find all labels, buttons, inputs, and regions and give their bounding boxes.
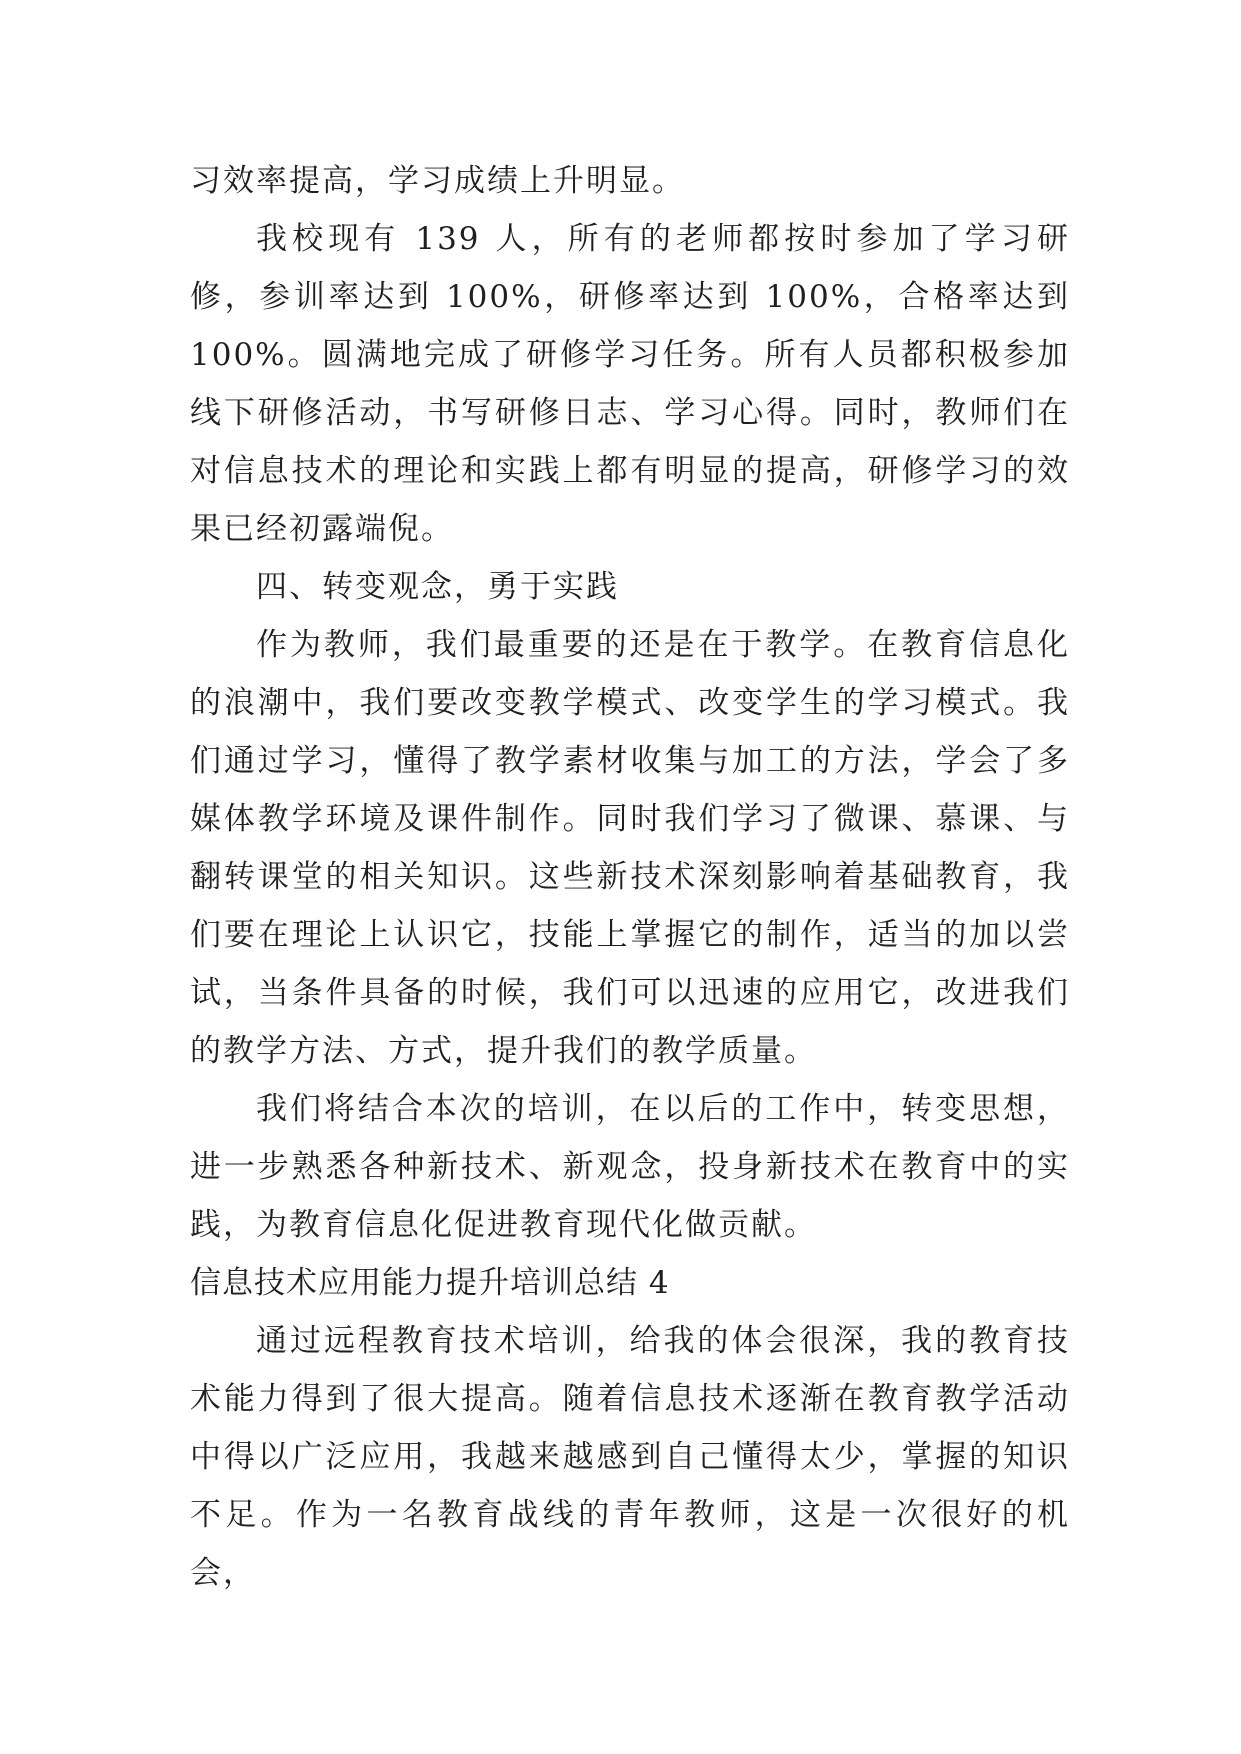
- paragraph-remote-training: 通过远程教育技术培训，给我的体会很深，我的教育技术能力得到了很大提高。随着信息技术逐渐在教育教学活动中得以广泛应用，我越来越感到自己懂得太少，掌握的知识不足。作为一名教育战线的青年教师，这是一次很好的机会，: [190, 1323, 1070, 1591]
- paragraph-participation: 我校现有 139 人，所有的老师都按时参加了学习研修，参训率达到 100%，研修率达到 100%，合格率达到 100%。圆满地完成了研修学习任务。所有人员都积极参加线下研修活动，书写研修日志、学习心得。同时，教师们在对信息技术的理论和实践上都有明显的提高，研修学习的效果已经初露端倪。: [190, 221, 1070, 547]
- paragraph-future-work: 我们将结合本次的培训，在以后的工作中，转变思想，进一步熟悉各种新技术、新观念，投身新技术在教育中的实践，为教育信息化促进教育现代化做贡献。: [190, 1091, 1070, 1243]
- summary-title: 信息技术应用能力提升培训总结 4: [190, 1265, 670, 1301]
- section-heading: 四、转变观念，勇于实践: [256, 569, 619, 605]
- paragraph-continuation: 习效率提高，学习成绩上升明显。: [190, 163, 685, 199]
- paragraph-teaching: 作为教师，我们最重要的还是在于教学。在教育信息化的浪潮中，我们要改变教学模式、改变学生的学习模式。我们通过学习，懂得了教学素材收集与加工的方法，学会了多媒体教学环境及课件制作。同时我们学习了微课、慕课、与翻转课堂的相关知识。这些新技术深刻影响着基础教育，我们要在理论上认识它，技能上掌握它的制作，适当的加以尝试，当条件具备的时候，我们可以迅速的应用它，改进我们的教学方法、方式，提升我们的教学质量。: [190, 627, 1070, 1069]
- document-body: [190, 152, 1070, 1602]
